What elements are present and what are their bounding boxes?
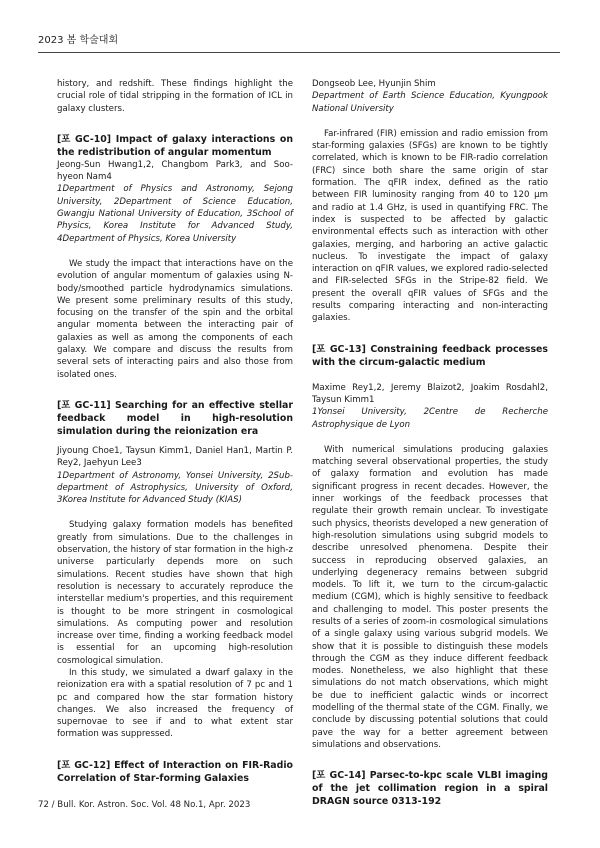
- gc10-title: [포 GC-10] Impact of galaxy interactions on the redistribution of angular momentum: [57, 133, 293, 158]
- gc12-affiliations: Department of Earth Science Education, Kyungpook National University: [312, 91, 548, 114]
- left-column: [57, 78, 293, 785]
- gc11-authors: Jiyoung Choe1, Taysun Kimm1, Daniel Han1, Martin P. Rey2, Jaehyun Lee3: [57, 445, 293, 469]
- gc11-paragraph-1: Studying galaxy formation models has benefited greatly from simulations. Due to the challenges in observation, the history of star formation in the high-z universe particularly depends more on such simulations. Recent studies have shown that high resolution is necessary to accurately reproduce the interstellar medium's properties, and this requirement is thought to be more stringent in cosmological simulations. As computing power and resolution increase over time, finding a working feedback model is essential for an upcoming high-resolution cosmological simulation.: [57, 520, 293, 666]
- gc14-title: [포 GC-14] Parsec-to-kpc scale VLBI imaging of the jet collimation region in a spiral DRAGN source 0313-192: [312, 770, 548, 808]
- gc13-abstract: With numerical simulations producing galaxies matching several observational properties, the study of galaxy formation and evolution has made significant progress in recent decades. However, the inner workings of the feedback processes that regulate their growth remain unclear. To investigate such physics, theorists developed a new generation of high-resolution simulations using subgrid models to describe unresolved phenomena. Despite their success in reproducing observed galaxies, an underlying degeneracy remains between subgrid models. To lift it, we turn to the circum-galactic medium (CGM), which is highly sensitive to feedback and challenging to model. This poster presents the results of a series of zoom-in cosmological simulations of a single galaxy using various subgrid models. We show that it is possible to distinguish these models through the CGM as they induce different feedback modes. Nonetheless, we also highlight that these simulations do not match observations, which might be due to inefficient galactic winds or incorrect modelling of the thermal state of the CGM. Finally, we conclude by discussing potential solutions that could pave the way for a better agreement between simulations and observations.: [312, 444, 548, 750]
- gc10-authors: Jeong-Sun Hwang1,2, Changbom Park3, and Soo-hyeon Nam4: [57, 159, 293, 183]
- intro-paragraph: history, and redshift. These findings highlight the crucial role of tidal stripping in the formation of ICL in galaxy clusters.: [57, 79, 293, 114]
- gc12-authors: Dongseob Lee, Hyunjin Shim: [312, 79, 436, 89]
- page-header: 2023 봄 학술대회: [38, 31, 560, 53]
- gc11-title: [포 GC-11] Searching for an effective stellar feedback model in high-resolution simulation during the reionization era: [57, 399, 293, 437]
- gc12-abstract: Far-infrared (FIR) emission and radio emission from star-forming galaxies (SFGs) are known to be tightly correlated, which is known to be FIR-radio correlation (FRC) since both share the same origin of star formation. The qFIR index, defined as the ratio between FIR luminosity ranging from 40 to 120 μm and radio at 1.4 GHz, is used in quantifying FRC. The index is suspected to be affected by galactic environmental effects such as interaction with other galaxies, merging, and harboring an active galactic nucleus. To investigate the impact of galaxy interaction on qFIR values, we explored radio-selected and FIR-selected SFGs in the Stripe-82 field. We present the overall qFIR values of SFGs and the results comparing interacting and non-interacting galaxies.: [312, 128, 548, 324]
- gc13-authors: Maxime Rey1,2, Jeremy Blaizot2, Joakim Rosdahl2, Taysun Kimm1: [312, 382, 548, 405]
- gc10-abstract: We study the impact that interactions have on the evolution of angular momentum of galaxies using N-body/smoothed particle hydrodynamics simulations. We present some preliminary results of this study, focusing on the transfer of the spin and the orbital angular momenta between the interacting pair of galaxies as well as among the components of each galaxy. We compare and discuss the results from several sets of interacting pairs and also those from isolated ones.: [57, 258, 293, 380]
- gc10-affiliations: 1Department of Physics and Astronomy, Sejong University, 2Department of Science Education, Gwangju National University of Education, 3School of Physics, Korea Institute for Advanced Study, 4Department of Physics, Korea University: [57, 184, 293, 244]
- gc11-paragraph-2: In this study, we simulated a dwarf galaxy in the reionization era with a spatial resolution of 7 pc and 1 pc and compared how the star formation history changes. We also increased the frequency of supernovae to see if and to what extent star formation was suppressed.: [57, 667, 293, 740]
- right-column: [312, 78, 548, 808]
- gc13-affiliations: 1Yonsei University, 2Centre de Recherche Astrophysique de Lyon: [312, 407, 548, 430]
- page-footer: 72 / Bull. Kor. Astron. Soc. Vol. 48 No.1, Apr. 2023: [38, 800, 251, 810]
- gc13-title: [포 GC-13] Constraining feedback processes with the circum-galactic medium: [312, 343, 548, 368]
- gc11-affiliations: 1Department of Astronomy, Yonsei University, 2Sub-department of Astrophysics, University of Oxford, 3Korea Institute for Advanced Study (KIAS): [57, 470, 293, 506]
- gc12-title: [포 GC-12] Effect of Interaction on FIR-Radio Correlation of Star-forming Galaxies: [57, 759, 293, 784]
